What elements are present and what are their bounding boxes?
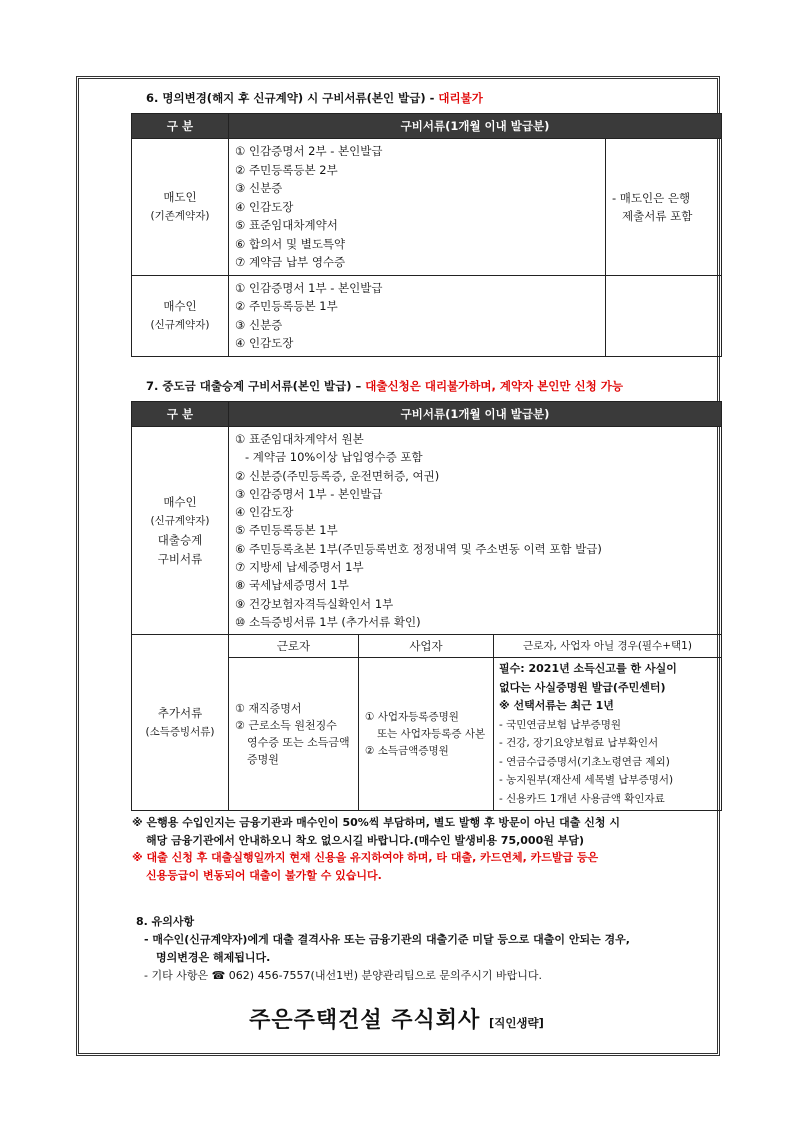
buyer-sub: (신규계약자)	[150, 318, 210, 331]
list-item: ① 사업자등록증명원	[365, 710, 459, 723]
section8-line-contact: 062) 456-7557(내선1번) 분양관리팀으로 문의주시기 바랍니다.	[225, 969, 542, 982]
section6-table	[131, 113, 722, 357]
section7-col-category: 구 분	[132, 402, 229, 427]
section8-line: 명의변경은 해제됩니다.	[156, 951, 271, 964]
list-item: ⑥ 합의서 및 별도특약	[235, 236, 346, 251]
phone-icon: ☎	[211, 969, 226, 982]
section8	[136, 913, 630, 985]
list-item: ⑨ 건강보험자격득실확인서 1부	[235, 596, 394, 611]
buyer-cell	[132, 275, 229, 356]
note-line: 해당 금융기관에서 안내하오니 착오 없으시길 바랍니다.(매수인 발생비용 75,000원 부담)	[146, 833, 584, 847]
buyer-items	[229, 275, 606, 356]
sub-col-business: 사업자	[359, 635, 494, 658]
seller-items	[229, 139, 606, 276]
list-item: - 농지원부(재산세 세목별 납부증명서)	[499, 774, 674, 787]
list-item: ⑦ 지방세 납세증명서 1부	[235, 560, 364, 575]
loan-buyer-cell	[132, 427, 229, 635]
list-item: 영수증 또는 소득금액	[247, 736, 350, 750]
seller-note-line: 제출서류 포함	[622, 208, 693, 223]
list-item: - 신용카드 1개년 사용금액 확인자료	[499, 792, 665, 805]
list-item: ① 재직증명서	[235, 702, 302, 716]
section7-title: 7. 중도금 대출승계 구비서류(본인 발급) – 대출신청은 대리불가하며, 계약자 본인만 신청 가능	[146, 379, 623, 393]
buyer-label: 매수인	[163, 298, 197, 313]
list-item: ⑤ 주민등록등본 1부	[235, 523, 338, 538]
section6-title-red: 대리불가	[438, 91, 483, 105]
list-item: ④ 인감도장	[235, 336, 294, 350]
loan-buyer-label: 매수인	[163, 494, 197, 509]
list-item: ① 인감증명서 2부 - 본인발급	[235, 144, 383, 158]
list-item: ② 주민등록등본 2부	[235, 162, 338, 177]
note-line-red: 신용등급이 변동되어 대출이 불가할 수 있습니다.	[146, 868, 382, 882]
list-item: ③ 인감증명서 1부 - 본인발급	[235, 486, 383, 501]
section7-table	[131, 401, 722, 811]
list-item: ⑧ 국세납세증명서 1부	[235, 578, 349, 593]
list-item: ④ 인감도장	[235, 199, 294, 214]
note-line: ※ 은행용 수입인지는 금융기관과 매수인이 50%씩 부담하며, 별도 발행 후 방문이 아닌 대출 신청 시	[132, 816, 620, 829]
seller-note-line: - 매도인은 은행	[612, 190, 691, 205]
worker-docs	[229, 658, 359, 811]
section8-title: 8. 유의사항	[136, 915, 195, 928]
list-item: ② 주민등록등본 1부	[235, 299, 338, 313]
seller-sub: (기존계약자)	[150, 209, 210, 222]
loan-buyer-label-3: 대출승계	[157, 532, 203, 547]
list-item: ⑩ 소득증빙서류 1부 (추가서류 확인)	[235, 614, 421, 629]
list-item: ③ 신분증	[235, 317, 283, 332]
list-item: ① 인감증명서 1부 - 본인발급	[235, 280, 383, 295]
company-name-block	[0, 1003, 793, 1034]
other-required-line: ※ 선택서류는 최근 1년	[499, 699, 614, 713]
other-required-line: 없다는 사실증명원 발급(주민센터)	[499, 680, 666, 694]
list-item: ② 근로소득 원천징수	[235, 719, 337, 733]
seller-label: 매도인	[163, 189, 197, 204]
list-item: ① 표준임대차계약서 원본	[235, 432, 364, 446]
seal-note: [직인생략]	[488, 1016, 544, 1030]
buyer-note-empty	[606, 275, 722, 356]
loan-buyer-label-4: 구비서류	[157, 551, 203, 566]
list-item: 또는 사업자등록증 사본	[377, 727, 486, 740]
list-item: - 연금수급증명서(기초노령연금 제외)	[499, 755, 670, 768]
company-name: 주은주택건설 주식회사	[249, 1008, 481, 1033]
extra-docs-label: 추가서류	[157, 705, 203, 720]
notes-block	[132, 814, 620, 884]
extra-docs-sub: (소득증빙서류)	[145, 725, 215, 738]
section7-col-documents: 구비서류(1개월 이내 발급분)	[229, 402, 722, 427]
section7-title-red: 대출신청은 대리불가하며, 계약자 본인만 신청 가능	[365, 379, 623, 393]
loan-buyer-sub: (신규계약자)	[150, 514, 210, 527]
list-item: ⑥ 주민등록초본 1부(주민등록번호 정정내역 및 주소변동 이력 포함 발급)	[235, 541, 602, 556]
list-item: ⑤ 표준임대차계약서	[235, 218, 338, 232]
list-item: - 건강, 장기요양보험료 납부확인서	[499, 737, 659, 750]
list-item: ④ 인감도장	[235, 505, 294, 520]
section8-line-prefix: - 기타 사항은	[144, 969, 212, 982]
list-item: - 국민연금보험 납부증명원	[499, 718, 622, 731]
seller-cell	[132, 139, 229, 276]
other-required-line: 필수: 2021년 소득신고를 한 사실이	[499, 662, 677, 676]
loan-items	[229, 427, 722, 635]
business-docs	[359, 658, 494, 811]
list-item: 증명원	[247, 753, 279, 767]
seller-note	[606, 139, 722, 276]
list-item: ② 신분증(주민등록증, 운전면허증, 여권)	[235, 468, 440, 483]
sub-col-other: 근로자, 사업자 아닐 경우(필수+택1)	[494, 635, 722, 658]
section6-title: 6. 명의변경(해지 후 신규계약) 시 구비서류(본인 발급) - 대리불가	[146, 91, 483, 105]
note-line-red: ※ 대출 신청 후 대출실행일까지 현재 신용을 유지하여야 하며, 타 대출, 카드연체, 카드발급 등은	[132, 851, 599, 864]
extra-docs-cell	[132, 635, 229, 811]
sub-col-worker: 근로자	[229, 635, 359, 658]
other-docs	[494, 658, 722, 811]
list-item: ③ 신분증	[235, 181, 283, 195]
section6-col-category: 구 분	[132, 114, 229, 139]
list-item: ② 소득금액증명원	[365, 744, 449, 757]
section6-col-documents: 구비서류(1개월 이내 발급분)	[229, 114, 722, 139]
list-item: ⑦ 계약금 납부 영수증	[235, 255, 346, 269]
list-item: - 계약금 10%이상 납입영수증 포함	[245, 450, 423, 465]
section8-line: - 매수인(신규계약자)에게 대출 결격사유 또는 금융기관의 대출기준 미달 등으로 대출이 안되는 경우,	[144, 933, 630, 946]
